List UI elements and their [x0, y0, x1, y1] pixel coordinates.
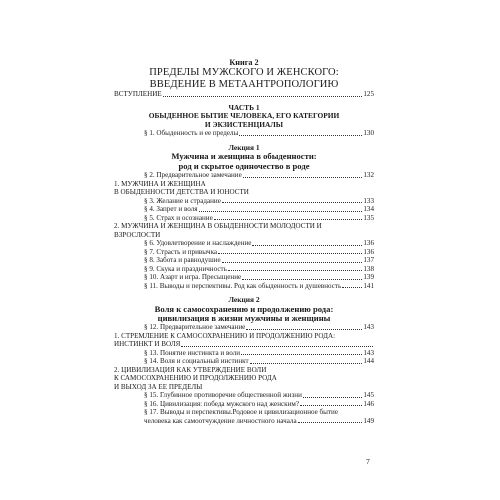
lecture-title-line-2: цивилизация в жизни мужчины и женщины — [157, 312, 331, 323]
toc-entry-page: 144 — [363, 357, 374, 366]
toc-entry-page: 143 — [363, 348, 374, 357]
dot-leader — [298, 422, 363, 423]
table-of-contents — [114, 58, 374, 425]
toc-entry[interactable] — [114, 256, 374, 265]
toc-entry-page: 138 — [363, 264, 374, 273]
dot-leader — [222, 202, 362, 203]
toc-entry-page: 130 — [363, 129, 374, 138]
section-heading-line[interactable]: 1. СТРЕМЛЕНИЕ К САМОСОХРАНЕНИЮ И ПРОДОЛЖЕНИЮ РОДА: — [114, 331, 336, 340]
section-heading-line[interactable]: К САМОСОХРАНЕНИЮ И ПРОДОЛЖЕНИЮ РОДА — [114, 374, 277, 383]
toc-entry-label: § 12. Предварительное замечание — [144, 323, 246, 332]
dot-leader — [242, 279, 362, 280]
toc-entry-label: § 7. Страсть и привычка — [144, 247, 218, 256]
dot-leader — [342, 287, 362, 288]
toc-entry-label: § 5. Страх и осознание — [144, 213, 213, 222]
book-title-line-1: ПРЕДЕЛЫ МУЖСКОГО И ЖЕНСКОГО: — [149, 67, 339, 78]
section-heading-line[interactable]: В ОБЫДЕННОСТИ ДЕТСТВА И ЮНОСТИ — [114, 188, 249, 196]
section-heading-line[interactable]: ВЗРОСЛОСТИ — [114, 230, 161, 239]
toc-entry[interactable] — [114, 282, 374, 291]
dot-leader — [241, 354, 362, 355]
dot-leader — [243, 177, 363, 178]
toc-entry[interactable] — [114, 400, 374, 409]
dot-leader — [239, 135, 362, 136]
section-heading-line[interactable]: 2. ЦИВИЛИЗАЦИЯ КАК УТВЕРЖДЕНИЕ ВОЛИ — [114, 365, 267, 374]
lecture-title-line-2: род и скрытое одиночество в роде — [178, 160, 310, 171]
toc-entry[interactable] — [114, 323, 374, 332]
dot-leader — [252, 245, 362, 246]
toc-entry[interactable] — [114, 357, 374, 366]
dot-leader — [199, 211, 363, 212]
toc-entry[interactable] — [114, 197, 374, 206]
toc-entry-page: 149 — [363, 416, 374, 425]
toc-entry-label: § 14. Воля и социальный инстинкт — [144, 357, 249, 366]
book-label: Книга 2 — [229, 58, 259, 67]
lecture-title-line-1: Воля к самосохранению и продолжению рода: — [154, 303, 334, 314]
toc-entry-page: 141 — [363, 281, 374, 290]
dot-leader — [250, 363, 363, 364]
toc-entry-label: § 9. Скука и праздничность — [144, 264, 227, 273]
toc-entry-label: § 8. Забота и равнодушие — [144, 256, 221, 264]
toc-entry-page: 125 — [363, 90, 374, 98]
toc-entry-label: § 3. Желание и страдание — [144, 196, 221, 205]
toc-entry[interactable] — [114, 265, 374, 274]
section-heading-line[interactable]: 2. МУЖЧИНА И ЖЕНЩИНА В ОБЫДЕННОСТИ МОЛОДОСТИ И — [114, 222, 322, 230]
toc-entry-first-line[interactable]: § 17. Выводы и перспективы.Родовое и цивилизационное бытие — [144, 408, 338, 417]
dot-leader — [303, 397, 362, 398]
toc-entry-label: § 2. Предварительное замечание — [144, 171, 242, 179]
part-title-line-1: ОБЫДЕННОЕ БЫТИЕ ЧЕЛОВЕКА, ЕГО КАТЕГОРИИ — [148, 111, 340, 120]
toc-entry-label: § 16. Цивилизация: победа мужского над женским? — [144, 399, 300, 408]
toc-entry-label: § 4. Запрет и воля — [144, 205, 198, 213]
dot-leader — [181, 346, 373, 347]
toc-entry[interactable] — [114, 349, 374, 358]
section-heading-line[interactable]: 1. МУЖЧИНА И ЖЕНЩИНА — [114, 179, 206, 188]
toc-entry-label: § 15. Глубинное противоречие общественной жизни — [144, 391, 302, 400]
toc-entry-page: 135 — [363, 213, 374, 222]
toc-entry-label: § 10. Азарт и игра. Пресыщение — [144, 273, 242, 281]
toc-entry[interactable] — [114, 248, 374, 257]
dot-leader — [246, 329, 362, 330]
toc-entry-page: 146 — [363, 399, 374, 408]
part-label: ЧАСТЬ 1 — [228, 102, 260, 112]
toc-entry-page: 132 — [363, 171, 374, 179]
toc-entry-label: § 13. Понятие инстинкта и воли — [144, 348, 241, 357]
section-heading-line[interactable] — [114, 340, 374, 349]
toc-entry-page: 136 — [363, 247, 374, 256]
dot-leader — [222, 262, 363, 263]
toc-entry-label: ВСТУПЛЕНИЕ — [114, 90, 162, 98]
section-heading-line[interactable]: И ВЫХОД ЗА ЕЕ ПРЕДЕЛЫ — [114, 382, 203, 391]
part-title-line-2: И ЭКЗИСТЕНЦИАЛЫ — [204, 119, 284, 129]
dot-leader — [214, 219, 363, 220]
lecture-label: Лекция 2 — [228, 295, 260, 304]
page-number: 7 — [366, 457, 370, 466]
toc-entry-label: § 6. Удовлетворение и наслаждение — [144, 239, 252, 247]
toc-entry-label: § 1. Обыденность и ее пределы — [144, 129, 239, 138]
toc-entry-page: 136 — [363, 239, 374, 247]
toc-entry-intro[interactable] — [114, 90, 374, 99]
toc-entry-label: человека как самоотчуждение личностного начала — [144, 416, 297, 425]
toc-entry-page: 137 — [363, 256, 374, 264]
toc-entry[interactable] — [114, 214, 374, 223]
toc-entry[interactable] — [114, 239, 374, 248]
toc-entry-label: ИНСТИНКТ И ВОЛЯ — [114, 340, 181, 349]
toc-entry[interactable] — [114, 273, 374, 282]
toc-entry[interactable] — [114, 391, 374, 400]
toc-entry-page: 139 — [363, 273, 374, 281]
book-title-line-2: ВВЕДЕНИЕ В МЕТААНТРОПОЛОГИЮ — [149, 78, 339, 90]
toc-entry[interactable] — [114, 129, 374, 138]
toc-entry[interactable] — [114, 417, 374, 426]
dot-leader — [228, 270, 363, 271]
dot-leader — [300, 405, 362, 406]
toc-entry-page: 134 — [363, 205, 374, 213]
dot-leader — [163, 96, 363, 97]
toc-entry[interactable] — [114, 205, 374, 214]
toc-entry-label: § 11. Выводы и перспективы. Род как обыденность и душевность — [144, 281, 342, 290]
toc-entry-page: 143 — [363, 323, 374, 332]
lecture-label: Лекция 1 — [228, 142, 260, 152]
lecture-title-line-1: Мужчина и женщина в обыденности: — [171, 151, 317, 162]
dot-leader — [218, 253, 362, 254]
toc-entry[interactable] — [114, 171, 374, 180]
toc-entry-page: 145 — [363, 391, 374, 400]
toc-entry-page: 133 — [363, 196, 374, 205]
